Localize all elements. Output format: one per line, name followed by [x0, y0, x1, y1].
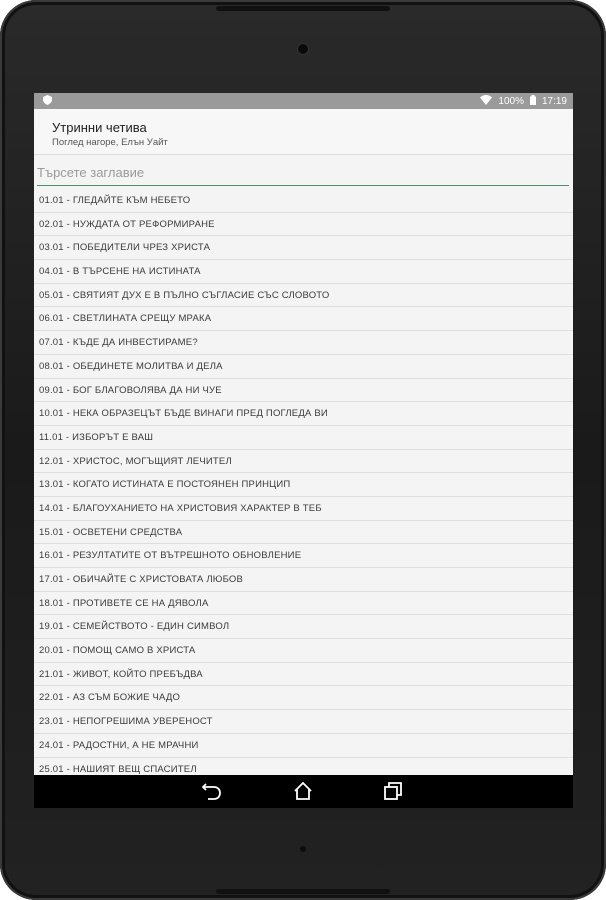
list-item[interactable]: 05.01 - СВЯТИЯТ ДУХ Е В ПЪЛНО СЪГЛАСИЕ СЪС СЛОВОТО — [34, 284, 573, 308]
app-title: Утринни четива — [52, 120, 147, 135]
list-item[interactable]: 22.01 - АЗ СЪМ БОЖИЕ ЧАДО — [34, 686, 573, 710]
list-item[interactable]: 08.01 - ОБЕДИНЕТЕ МОЛИТВА И ДЕЛА — [34, 355, 573, 379]
list-item[interactable]: 06.01 - СВЕТЛИНАТА СРЕЩУ МРАКА — [34, 307, 573, 331]
speaker-grille — [216, 6, 390, 11]
microphone-hole — [300, 846, 306, 852]
wifi-icon — [480, 95, 492, 108]
home-icon[interactable] — [292, 781, 314, 801]
search-input[interactable] — [37, 161, 569, 186]
app-subtitle: Поглед нагоре, Елън Уайт — [52, 137, 168, 148]
list-item[interactable]: 18.01 - ПРОТИВЕТЕ СЕ НА ДЯВОЛА — [34, 592, 573, 616]
list-item[interactable]: 16.01 - РЕЗУЛТАТИТЕ ОТ ВЪТРЕШНОТО ОБНОВЛЕНИЕ — [34, 544, 573, 568]
list-item[interactable]: 21.01 - ЖИВОТ, КОЙТО ПРЕБЪДВА — [34, 663, 573, 687]
app-screen — [34, 93, 573, 808]
back-icon[interactable] — [201, 781, 223, 801]
list-item[interactable]: 09.01 - БОГ БЛАГОВОЛЯВА ДА НИ ЧУЕ — [34, 379, 573, 403]
shield-notification-icon — [43, 95, 52, 108]
list-item[interactable]: 03.01 - ПОБЕДИТЕЛИ ЧРЕЗ ХРИСТА — [34, 236, 573, 260]
list-item[interactable]: 24.01 - РАДОСТНИ, А НЕ МРАЧНИ — [34, 734, 573, 758]
list-item[interactable]: 15.01 - ОСВЕТЕНИ СРЕДСТВА — [34, 521, 573, 545]
list-item[interactable]: 07.01 - КЪДЕ ДА ИНВЕСТИРАМЕ? — [34, 331, 573, 355]
list-item[interactable]: 04.01 - В ТЪРСЕНЕ НА ИСТИНАТА — [34, 260, 573, 284]
list-item[interactable]: 19.01 - СЕМЕЙСТВОТО - ЕДИН СИМВОЛ — [34, 615, 573, 639]
bottom-speaker-grille — [216, 889, 390, 894]
list-item[interactable]: 13.01 - КОГАТО ИСТИНАТА Е ПОСТОЯНЕН ПРИНЦИП — [34, 473, 573, 497]
list-item[interactable]: 20.01 - ПОМОЩ САМО В ХРИСТА — [34, 639, 573, 663]
app-header — [34, 109, 573, 155]
list-item[interactable]: 12.01 - ХРИСТОС, МОГЪЩИЯТ ЛЕЧИТЕЛ — [34, 450, 573, 474]
readings-list[interactable] — [34, 189, 573, 781]
recents-icon[interactable] — [382, 781, 404, 801]
list-item[interactable]: 23.01 - НЕПОГРЕШИМА УВЕРЕНОСТ — [34, 710, 573, 734]
battery-icon — [530, 95, 536, 108]
list-item[interactable]: 14.01 - БЛАГОУХАНИЕТО НА ХРИСТОВИЯ ХАРАКТЕР В ТЕБ — [34, 497, 573, 521]
clock: 17:19 — [541, 96, 567, 107]
battery-percent: 100% — [498, 96, 524, 107]
front-camera — [298, 44, 308, 54]
list-item[interactable]: 02.01 - НУЖДАТА ОТ РЕФОРМИРАНЕ — [34, 213, 573, 237]
navigation-bar — [34, 775, 573, 808]
list-item[interactable]: 11.01 - ИЗБОРЪТ Е ВАШ — [34, 426, 573, 450]
list-item[interactable]: 01.01 - ГЛЕДАЙТЕ КЪМ НЕБЕТО — [34, 189, 573, 213]
list-item[interactable]: 10.01 - НЕКА ОБРАЗЕЦЪТ БЪДЕ ВИНАГИ ПРЕД ПОГЛЕДА ВИ — [34, 402, 573, 426]
status-bar — [34, 93, 573, 109]
list-item[interactable]: 17.01 - ОБИЧАЙТЕ С ХРИСТОВАТА ЛЮБОВ — [34, 568, 573, 592]
list-item[interactable]: 25.01 - НАШИЯТ ВЕЩ СПАСИТЕЛ — [34, 758, 573, 782]
